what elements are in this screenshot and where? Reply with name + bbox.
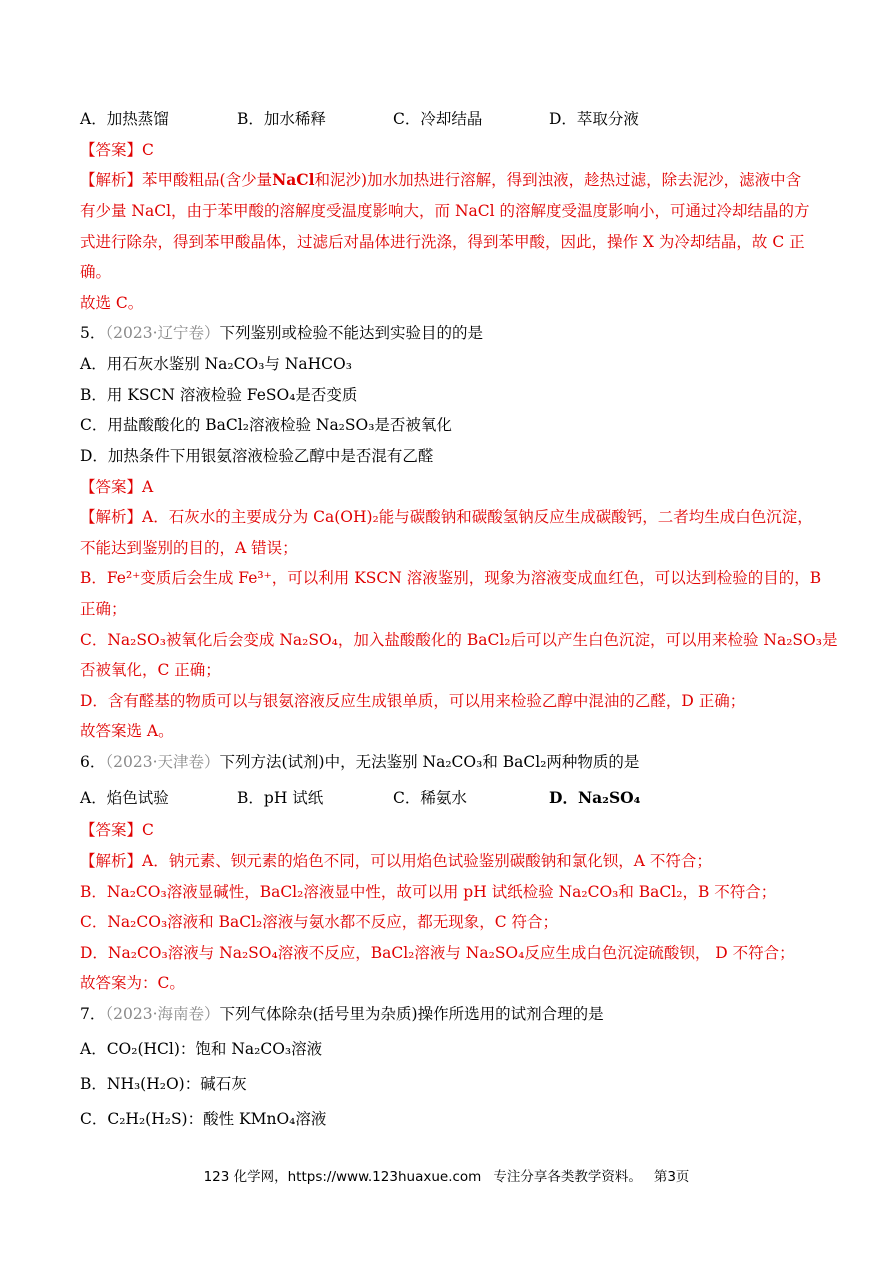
q5-option-c: C．用盐酸酸化的 BaCl₂溶液检验 Na₂SO₃是否被氧化 [80,416,452,434]
q6-option-b: B．pH 试纸 [237,789,324,807]
q4-analysis-line-4: 确。 [80,263,112,281]
question-number: 7． [80,1005,106,1023]
page-number: 第3页 [653,1169,690,1185]
q6-conclusion: 故答案为：C。 [80,974,185,992]
question-source: （2023·辽宁卷） [105,324,220,342]
analysis-text: 苯甲酸粗品(含少量 [142,171,273,189]
q4-conclusion: 故选 C。 [80,294,144,312]
question-text: 下列气体除杂(括号里为杂质)操作所选用的试剂合理的是 [219,1005,604,1023]
q4-analysis-line-2: 有少量 NaCl，由于苯甲酸的溶解度受温度影响大，而 NaCl 的溶解度受温度影响小，可通过冷却结晶的方 [80,202,810,220]
q6-options [80,787,640,809]
q6-analysis-line-1: 【解析】A．钠元素、钡元素的焰色不同，可以用焰色试验鉴别碳酸钠和氯化钡，A 不符合； [80,852,712,870]
q7-stem [80,1003,604,1025]
q7-option-b: B．NH₃(H₂O)：碱石灰 [80,1075,247,1093]
q6-analysis-line-2: B．Na₂CO₃溶液显碱性，BaCl₂溶液显中性，故可以用 pH 试纸检验 Na₂CO₃和 BaCl₂，B 不符合； [80,883,777,901]
q4-option-b: B．加水稀释 [237,110,326,128]
q5-analysis-line-6: 否被氧化，C 正确； [80,661,221,679]
q5-option-b: B．用 KSCN 溶液检验 FeSO₄是否变质 [80,386,358,404]
q5-analysis-line-5: C．Na₂SO₃被氧化后会变成 Na₂SO₄，加入盐酸酸化的 BaCl₂后可以产生白色沉淀，可以用来检验 Na₂SO₃是 [80,631,838,649]
footer-site: 123 化学网，https://www.123huaxue.com [203,1169,482,1185]
q6-analysis-line-4: D．Na₂CO₃溶液与 Na₂SO₄溶液不反应，BaCl₂溶液与 Na₂SO₄反应生成白色沉淀硫酸钡， D 不符合； [80,944,795,962]
question-text: 下列方法(试剂)中，无法鉴别 Na₂CO₃和 BaCl₂两种物质的是 [219,753,640,771]
footer-slogan: 专注分享各类教学资料。 [493,1169,642,1185]
q6-option-d: D．Na₂SO₄ [549,788,641,807]
q6-analysis-line-3: C．Na₂CO₃溶液和 BaCl₂溶液与氨水都不反应，都无现象，C 符合； [80,913,559,931]
q6-stem [80,751,639,773]
q6-answer: 【答案】C [80,821,154,839]
q5-stem [80,322,483,344]
q5-option-d: D．加热条件下用银氨溶液检验乙醇中是否混有乙醛 [80,447,434,465]
q5-analysis-line-7: D．含有醛基的物质可以与银氨溶液反应生成银单质，可以用来检验乙醇中混油的乙醛，D 正确； [80,692,746,710]
q6-option-c: C．稀氨水 [393,789,467,807]
q7-option-c: C．C₂H₂(H₂S)：酸性 KMnO₄溶液 [80,1110,327,1128]
q4-analysis-line-3: 式进行除杂，得到苯甲酸晶体，过滤后对晶体进行洗涤，得到苯甲酸，因此，操作 X 为冷却结晶，故 C 正 [80,233,805,251]
q4-options [80,108,639,130]
q5-analysis-line-2: 不能达到鉴别的目的，A 错误； [80,539,298,557]
q7-option-a: A．CO₂(HCl)：饱和 Na₂CO₃溶液 [80,1040,323,1058]
q6-option-a: A．焰色试验 [80,789,169,807]
q5-analysis-line-3: B．Fe²⁺变质后会生成 Fe³⁺，可以利用 KSCN 溶液鉴别，现象为溶液变成血红色，可以达到检验的目的，B [80,569,822,587]
question-number: 6． [80,753,106,771]
question-source: （2023·天津卷） [105,753,220,771]
q4-answer: 【答案】C [80,141,154,159]
q5-analysis-line-4: 正确； [80,600,127,618]
question-source: （2023·海南卷） [105,1005,220,1023]
q4-option-a: A．加热蒸馏 [80,110,169,128]
question-text: 下列鉴别或检验不能达到实验目的的是 [219,324,484,342]
q5-answer: 【答案】A [80,478,154,496]
q5-conclusion: 故答案选 A。 [80,722,174,740]
q4-analysis-line-1 [80,169,801,191]
formula-nacl: NaCl [272,170,315,189]
question-number: 5． [80,324,106,342]
q5-analysis-line-1: 【解析】A．石灰水的主要成分为 Ca(OH)₂能与碳酸钠和碳酸氢钠反应生成碳酸钙，二者均生成白色沉淀， [80,508,813,526]
q4-option-d: D．萃取分液 [549,110,639,128]
analysis-label: 【解析】 [80,171,143,189]
analysis-text: 和泥沙)加水加热进行溶解，得到浊液，趁热过滤，除去泥沙，滤液中含 [314,171,802,189]
q5-option-a: A．用石灰水鉴别 Na₂CO₃与 NaHCO₃ [80,355,352,373]
q4-option-c: C．冷却结晶 [393,110,483,128]
page-footer [0,1166,893,1188]
